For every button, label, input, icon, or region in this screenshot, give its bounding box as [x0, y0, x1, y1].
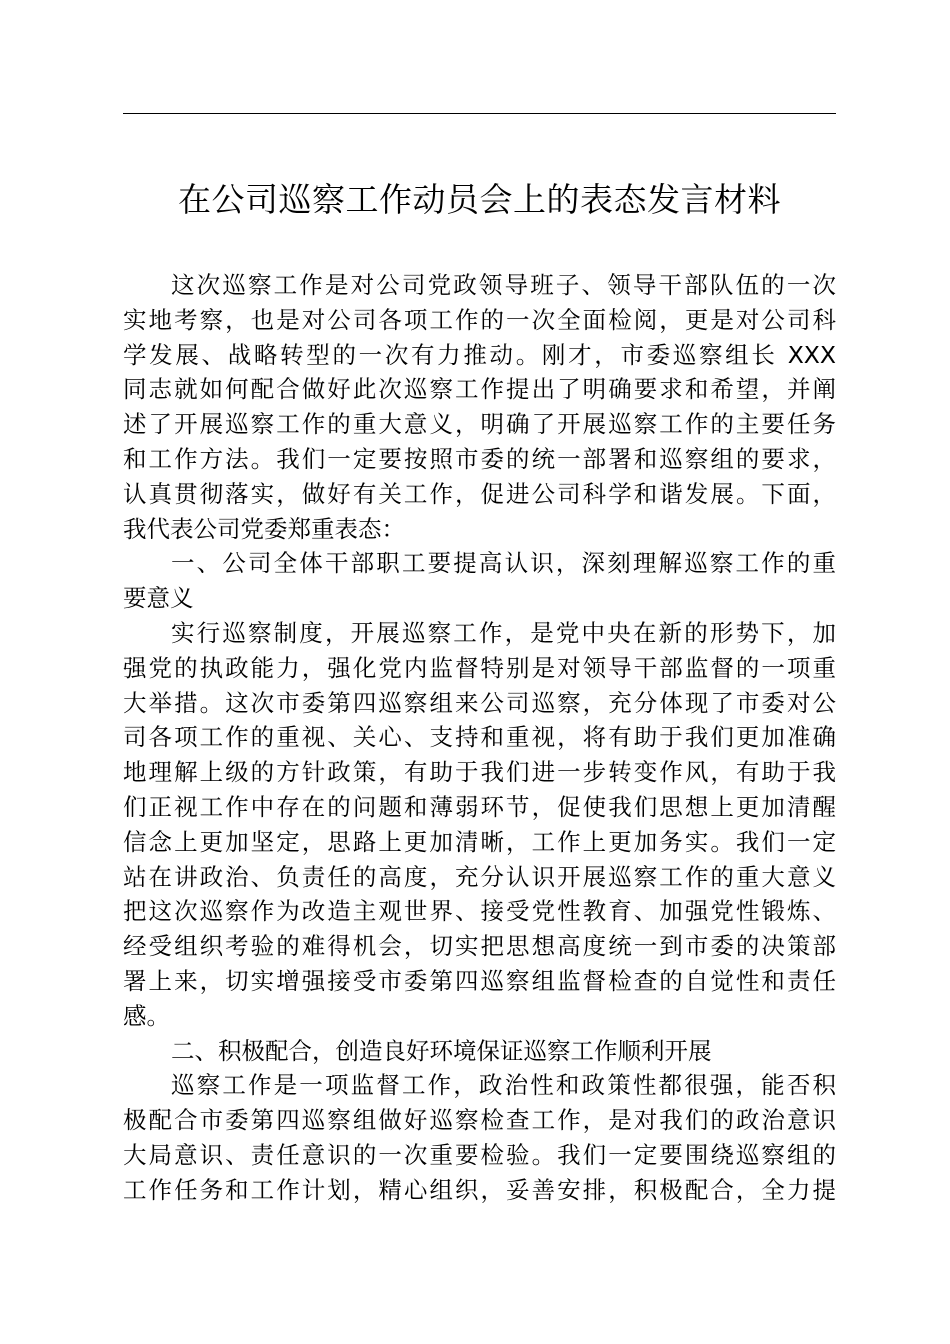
paragraph-line: 信念上更加坚定，思路上更加清晰，工作上更加务实。我们一定 [123, 827, 836, 856]
section-heading-line: 二、积极配合，创造良好环境保证巡察工作顺利开展 [171, 1036, 712, 1065]
paragraph-line: 实地考察，也是对公司各项工作的一次全面检阅，更是对公司科 [123, 305, 836, 334]
paragraph-line: 学发展、战略转型的一次有力推动。刚才，市委巡察组长 XXX [123, 340, 836, 369]
paragraph-line: 工作任务和工作计划，精心组织，妥善安排，积极配合，全力提 [123, 1175, 836, 1204]
section-heading-line: 要意义 [123, 584, 194, 613]
paragraph-line: 这次巡察工作是对公司党政领导班子、领导干部队伍的一次 [171, 271, 836, 299]
paragraph-line: 强党的执政能力，强化党内监督特别是对领导干部监督的一项重 [123, 653, 836, 682]
paragraph-line: 感。 [123, 1001, 170, 1030]
paragraph-line: 地理解上级的方针政策，有助于我们进一步转变作风，有助于我 [123, 758, 836, 787]
paragraph-line: 同志就如何配合做好此次巡察工作提出了明确要求和希望，并阐 [123, 375, 836, 404]
paragraph-line: 站在讲政治、负责任的高度，充分认识开展巡察工作的重大意义 [123, 862, 836, 891]
paragraph-line: 和工作方法。我们一定要按照市委的统一部署和巡察组的要求， [123, 444, 836, 473]
paragraph-line: 司各项工作的重视、关心、支持和重视，将有助于我们更加准确 [123, 723, 836, 752]
paragraph-line: 认真贯彻落实，做好有关工作，促进公司科学和谐发展。下面， [123, 479, 836, 508]
paragraph-line: 极配合市委第四巡察组做好巡察检查工作，是对我们的政治意识 [123, 1106, 836, 1135]
paragraph-line: 们正视工作中存在的问题和薄弱环节，促使我们思想上更加清醒 [123, 792, 836, 821]
document-body [123, 268, 836, 1208]
paragraph-line: 述了开展巡察工作的重大意义，明确了开展巡察工作的主要任务 [123, 410, 836, 439]
paragraph-line: 经受组织考验的难得机会，切实把思想高度统一到市委的决策部 [123, 932, 836, 961]
section-heading-line: 一、公司全体干部职工要提高认识，深刻理解巡察工作的重 [171, 549, 836, 578]
paragraph-line: 把这次巡察作为改造主观世界、接受党性教育、加强党性锻炼、 [123, 897, 836, 926]
paragraph-line: 实行巡察制度，开展巡察工作，是党中央在新的形势下，加 [171, 618, 836, 647]
paragraph-line: 大局意识、责任意识的一次重要检验。我们一定要围绕巡察组的 [123, 1140, 836, 1169]
paragraph-line: 巡察工作是一项监督工作，政治性和政策性都很强，能否积 [171, 1071, 836, 1100]
paragraph-line: 大举措。这次市委第四巡察组来公司巡察，充分体现了市委对公 [123, 688, 836, 717]
paragraph-line: 我代表公司党委郑重表态： [123, 514, 405, 543]
top-rule [123, 113, 836, 114]
document-title: 在公司巡察工作动员会上的表态发言材料 [178, 180, 781, 219]
paragraph-line: 署上来，切实增强接受市委第四巡察组监督检查的自觉性和责任 [123, 966, 836, 995]
